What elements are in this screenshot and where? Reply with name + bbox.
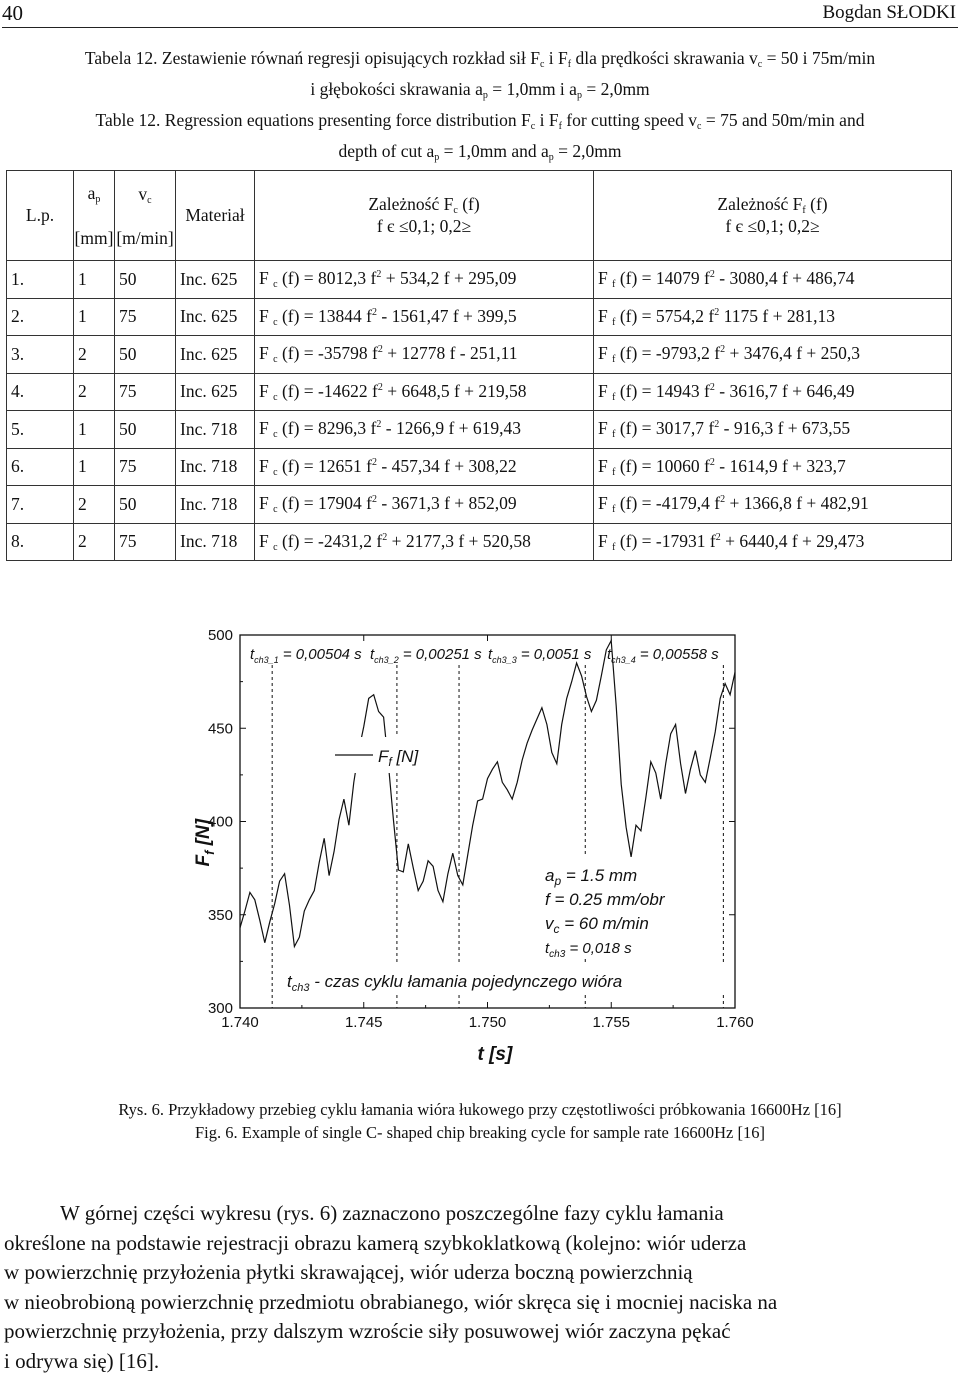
row-fc-eq: F $_c$ (f) = -35798 $f^2 + 12778$ f - 251,11 [255,336,594,374]
param-f: f = 0.25 mm/obr [545,890,666,909]
table-row [7,523,952,561]
row-fc-eq: F $_c$ (f) = 13844 $f^2 - 1561,47$ f + 399,5 [255,298,594,336]
x-tick-label: 1.740 [221,1014,259,1031]
row-material: Inc. 718 [176,448,255,486]
force-chart [175,625,775,1070]
row-vc: 75 [115,373,176,411]
cycle-annotation: $t_{ch3\_4} = 0,00558$ s [607,646,719,665]
row-lp: 3. [7,336,74,374]
row-lp: 8. [7,523,74,561]
table-row [7,298,952,336]
figure-caption [0,1098,960,1144]
row-ff-eq: F $_f$ (f) = -9793,2 $f^2 + 3476,4$ f + 250,3 [594,336,952,374]
row-vc: 75 [115,448,176,486]
y-tick-label: 350 [208,907,233,924]
row-ap: 1 [74,298,115,336]
regression-table [6,170,952,561]
body-paragraph [4,1199,956,1376]
paragraph-line: W górnej części wykresu (rys. 6) zaznaczono poszczególne fazy cyklu łamania [4,1199,956,1229]
row-lp: 2. [7,298,74,336]
row-ap: 2 [74,373,115,411]
y-tick-label: 400 [208,814,233,831]
row-material: Inc. 718 [176,523,255,561]
page-number: 40 [2,1,23,26]
x-tick-label: 1.745 [345,1014,383,1031]
caption-pl-line2: i głębokości skrawania $a_p = 1,0mm$ i $a_p = 2,0mm$ [0,77,960,108]
paragraph-line: i odrywa się) [16]. [4,1347,956,1376]
legend-label: $F_f$ [N] [378,747,419,769]
y-axis-label: $F_f$ [N] [193,818,217,866]
figure-caption-en: Fig. 6. Example of single C- shaped chip breaking cycle for sample rate 16600Hz [16] [0,1121,960,1144]
row-lp: 6. [7,448,74,486]
row-ff-eq: F $_f$ (f) = -4179,4 $f^2 + 1366,8$ f + 482,91 [594,486,952,524]
col-ap: $a_p$ [mm] [74,171,115,261]
cycle-annotation: $t_{ch3\_3} = 0,0051$ s [488,646,592,665]
row-material: Inc. 625 [176,373,255,411]
x-axis-label: t [s] [478,1044,514,1065]
table-row [7,336,952,374]
y-tick-label: 500 [208,627,233,644]
caption-en-line1: Table 12. Regression equations presenting force distribution $F_c$ i $F_f$ for cutting speed $v_c = 75$ and 50m/min and [0,108,960,139]
row-ap: 2 [74,336,115,374]
table-caption [0,46,960,170]
row-vc: 50 [115,486,176,524]
row-ap: 1 [74,261,115,299]
row-ff-eq: F $_f$ (f) = 3017,7 $f^2 - 916,3$ f + 673,55 [594,411,952,449]
param-tch3: $t_{ch3} = 0,018$ s [545,940,632,960]
x-tick-label: 1.760 [716,1014,754,1031]
row-fc-eq: F $_c$ (f) = 17904 $f^2 - 3671,3$ f + 852,09 [255,486,594,524]
y-tick-label: 450 [208,720,233,737]
row-ap: 2 [74,486,115,524]
col-fc: Zależność $F_c$ (f) f є ≤0,1; 0,2≥ [255,171,594,261]
row-vc: 50 [115,411,176,449]
row-ff-eq: F $_f$ (f) = 14943 $f^2 - 3616,7$ f + 646,49 [594,373,952,411]
row-lp: 7. [7,486,74,524]
row-ap: 2 [74,523,115,561]
table-header-row [7,171,952,261]
caption-en-line2: depth of cut $a_p = 1,0mm$ and $a_p = 2,0mm$ [0,139,960,170]
col-vc: $v_c$ [m/min] [115,171,176,261]
table-row [7,373,952,411]
row-lp: 4. [7,373,74,411]
row-fc-eq: F $_c$ (f) = 12651 $f^2 - 457,34$ f + 308,22 [255,448,594,486]
row-ff-eq: F $_f$ (f) = 14079 $f^2 - 3080,4$ f + 486,74 [594,261,952,299]
row-vc: 75 [115,298,176,336]
row-lp: 5. [7,411,74,449]
row-ff-eq: F $_f$ (f) = 10060 $f^2 - 1614,9$ f + 323,7 [594,448,952,486]
row-ff-eq: F $_f$ (f) = -17931 $f^2 + 6440,4$ f + 29,473 [594,523,952,561]
y-tick-label: 300 [208,1000,233,1017]
header-rule [2,27,958,28]
paragraph-line: w nieobrobioną powierzchnię przedmiotu obrabianego, wiór skręca się i mocniej naciska na [4,1288,956,1318]
row-fc-eq: F $_c$ (f) = 8012,3 $f^2 + 534,2$ f + 295,09 [255,261,594,299]
col-ff: Zależność $F_f$ (f) f є ≤0,1; 0,2≥ [594,171,952,261]
row-vc: 50 [115,261,176,299]
x-tick-label: 1.755 [592,1014,630,1031]
figure-caption-pl: Rys. 6. Przykładowy przebieg cyklu łamania wióra łukowego przy częstotliwości próbkowania 16600Hz [16] [0,1098,960,1121]
row-ap: 1 [74,411,115,449]
cycle-annotation: $t_{ch3\_1} = 0,00504$ s [250,646,362,665]
row-material: Inc. 718 [176,486,255,524]
row-vc: 50 [115,336,176,374]
table-row [7,486,952,524]
col-lp: L.p. [7,171,74,261]
row-material: Inc. 625 [176,336,255,374]
row-ap: 1 [74,448,115,486]
row-fc-eq: F $_c$ (f) = 8296,3 $f^2 - 1266,9$ f + 619,43 [255,411,594,449]
cycle-annotation: $t_{ch3\_2} = 0,00251$ s [370,646,482,665]
row-material: Inc. 718 [176,411,255,449]
paragraph-line: określone na podstawie rejestracji obrazu kamerą szybkoklatkową (kolejno: wiór uderza [4,1229,956,1259]
row-fc-eq: F $_c$ (f) = -14622 $f^2 + 6648,5$ f + 219,58 [255,373,594,411]
author-name: Bogdan SŁODKI [822,2,956,24]
paragraph-line: powierzchnię przyłożenia, przy dalszym wzroście siły posuwowej wiór zaczyna pękać [4,1317,956,1347]
param-ap: $a_p = 1.5$ mm [545,866,637,888]
param-vc: $v_c = 60$ m/min [545,914,649,936]
table-row [7,261,952,299]
row-fc-eq: F $_c$ (f) = -2431,2 $f^2 + 2177,3$ f + 520,58 [255,523,594,561]
row-material: Inc. 625 [176,298,255,336]
row-lp: 1. [7,261,74,299]
caption-pl-line1: Tabela 12. Zestawienie równań regresji opisujących rozkład sił $F_c$ i $F_f$ dla prędkości skrawania $v_c = 50$ i 75m/min [0,46,960,77]
col-material: Materiał [176,171,255,261]
cycle-time-note: $t_{ch3}$ - czas cyklu łamania pojedynczego wióra [287,972,622,994]
row-vc: 75 [115,523,176,561]
row-material: Inc. 625 [176,261,255,299]
page-header [0,0,960,28]
table-row [7,448,952,486]
x-tick-label: 1.750 [469,1014,507,1031]
paragraph-line: w powierzchnię przyłożenia płytki skrawającej, wiór uderza boczną powierzchnią [4,1258,956,1288]
row-ff-eq: F $_f$ (f) = 5754,2 $f^2$ 1175 f + 281,13 [594,298,952,336]
table-row [7,411,952,449]
